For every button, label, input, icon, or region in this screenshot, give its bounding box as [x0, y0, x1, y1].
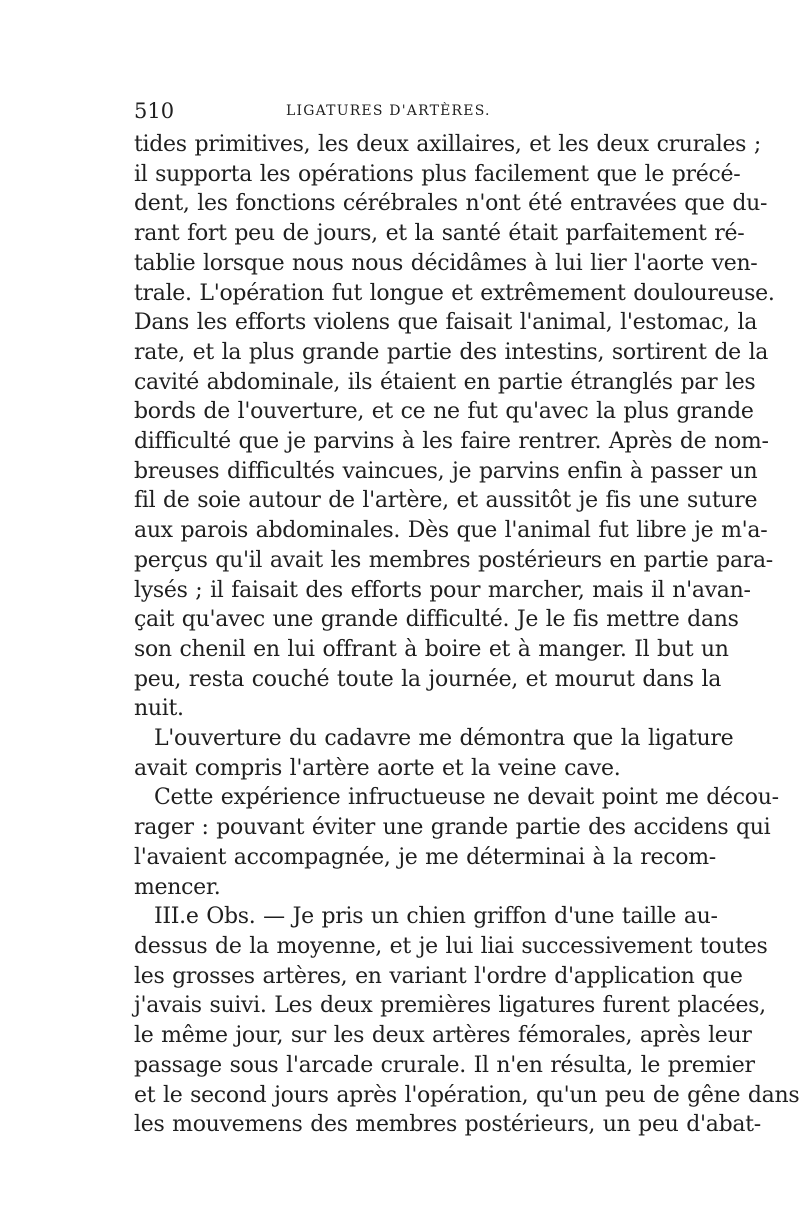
page-number: 510	[134, 99, 175, 123]
text-line: dent, les fonctions cérébrales n'ont été entravées que du-	[134, 191, 768, 217]
text-line: Cette expérience infructueuse ne devait point me décou-	[154, 785, 779, 811]
text-line: lysés ; il faisait des efforts pour marcher, mais il n'avan-	[134, 577, 751, 603]
text-line: l'avaient accompagnée, je me déterminai à la recom-	[134, 844, 716, 870]
text-line: perçus qu'il avait les membres postérieurs en partie para-	[134, 547, 773, 573]
text-line: et le second jours après l'opération, qu'un peu de gêne dans	[134, 1082, 800, 1108]
text-line: le même jour, sur les deux artères fémorales, après leur	[134, 1023, 752, 1049]
running-title: LIGATURES D'ARTÈRES.	[286, 103, 491, 119]
text-line: nuit.	[134, 696, 184, 722]
book-page	[134, 96, 800, 1140]
text-line: peu, resta couché toute la journée, et mourut dans la	[134, 666, 722, 692]
text-line: trale. L'opération fut longue et extrêmement douloureuse.	[134, 280, 775, 306]
text-line: bords de l'ouverture, et ce ne fut qu'avec la plus grande	[134, 399, 754, 425]
text-line: dessus de la moyenne, et je lui liai successivement toutes	[134, 933, 768, 959]
text-line: Dans les efforts violens que faisait l'animal, l'estomac, la	[134, 310, 758, 336]
text-line: j'avais suivi. Les deux premières ligatures furent placées,	[134, 993, 766, 1019]
text-line: breuses difficultés vaincues, je parvins enfin à passer un	[134, 458, 758, 484]
text-line: fil de soie autour de l'artère, et aussitôt je fis une suture	[134, 488, 758, 514]
text-line: avait compris l'artère aorte et la veine cave.	[134, 755, 621, 781]
text-line: cavité abdominale, ils étaient en partie étranglés par les	[134, 369, 756, 395]
body-text	[134, 130, 800, 1140]
page-header	[134, 96, 658, 126]
text-line: tablie lorsque nous nous décidâmes à lui lier l'aorte ven-	[134, 250, 758, 276]
text-line: les grosses artères, en variant l'ordre d'application que	[134, 963, 743, 989]
text-line: difficulté que je parvins à les faire rentrer. Après de nom-	[134, 429, 769, 455]
text-line: çait qu'avec une grande difficulté. Je le fis mettre dans	[134, 607, 739, 633]
text-line: passage sous l'arcade crurale. Il n'en résulta, le premier	[134, 1052, 755, 1078]
text-line: aux parois abdominales. Dès que l'animal fut libre je m'a-	[134, 518, 768, 544]
text-line: rager : pouvant éviter une grande partie des accidens qui	[134, 815, 771, 841]
text-line: III.e Obs. — Je pris un chien griffon d'une taille au-	[154, 904, 718, 930]
text-line: rant fort peu de jours, et la santé était parfaitement ré-	[134, 221, 745, 247]
text-line: son chenil en lui offrant à boire et à manger. Il but un	[134, 636, 729, 662]
text-line: les mouvemens des membres postérieurs, un peu d'abat-	[134, 1112, 761, 1138]
text-line: rate, et la plus grande partie des intestins, sortirent de la	[134, 339, 769, 365]
text-line: il supporta les opérations plus facilement que le précé-	[134, 161, 741, 187]
text-line: L'ouverture du cadavre me démontra que la ligature	[154, 726, 734, 752]
text-line: mencer.	[134, 874, 221, 900]
text-line: tides primitives, les deux axillaires, et les deux crurales ;	[134, 132, 761, 157]
